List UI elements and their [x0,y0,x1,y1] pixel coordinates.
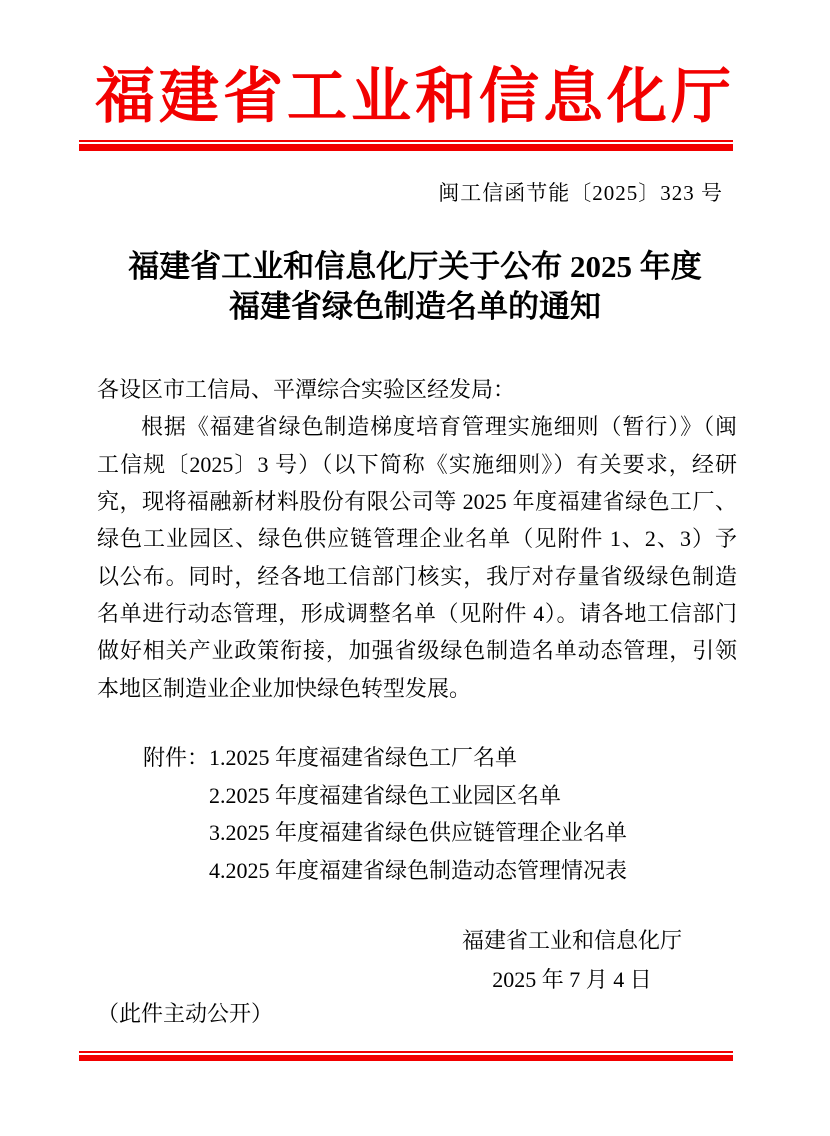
signature-date: 2025 年 7 月 4 日 [492,967,652,992]
signature-agency: 福建省工业和信息化厅 [461,928,682,953]
disclosure-note: （此件主动公开） [97,1001,274,1026]
divider-thick-line [79,1055,733,1061]
body-line-salutation: 各设区市工信局、平潭综合实验区经发局： [97,377,516,402]
body-line: 根据《福建省绿色制造梯度培育管理实施细则（暂行）》（闽 [141,414,737,440]
signature-block [452,921,692,999]
divider-thin-line [79,140,733,142]
attachments-label: 附件： [143,745,210,770]
body-line: 工信规〔2025〕3 号）（以下简称《实施细则》）有关要求，经研 [97,451,737,477]
attachment-row [143,739,627,777]
attachment-item: 3.2025 年度福建省绿色供应链管理企业名单 [209,820,628,845]
body-line: 究，现将福融新材料股份有限公司等 2025 年度福建省绿色工厂、 [97,489,737,515]
body-line: 做好相关产业政策衔接，加强省级绿色制造名单动态管理，引领 [97,638,737,664]
attachment-item: 2.2025 年度福建省绿色工业园区名单 [209,782,562,808]
attachments-list [143,739,627,889]
letterhead-agency-name: 福建省工业和信息化厅 [95,64,735,130]
body-line: 以公布。同时，经各地工信部门核实，我厅对存量省级绿色制造 [97,563,737,589]
attachment-item: 4.2025 年度福建省绿色制造动态管理情况表 [209,857,628,883]
document-number: 闽工信函节能〔2025〕323 号 [438,181,723,205]
attachment-item: 1.2025 年度福建省绿色工厂名单 [209,745,518,770]
notice-body [97,371,737,707]
notice-title-line2: 福建省绿色制造名单的通知 [229,289,601,324]
divider-thin-line [79,1051,733,1053]
body-line: 名单进行动态管理，形成调整名单（见附件 4）。请各地工信部门 [97,601,737,627]
divider-thick-line [79,144,733,151]
letterhead-divider [79,140,733,151]
body-line: 绿色工业园区、绿色供应链管理企业名单（见附件 1、2、3）予 [97,526,737,552]
footer-divider [79,1051,733,1061]
body-line: 本地区制造业企业加快绿色转型发展。 [97,675,472,701]
notice-title [0,247,830,327]
notice-title-line1: 福建省工业和信息化厅关于公布 2025 年度 [128,249,702,284]
